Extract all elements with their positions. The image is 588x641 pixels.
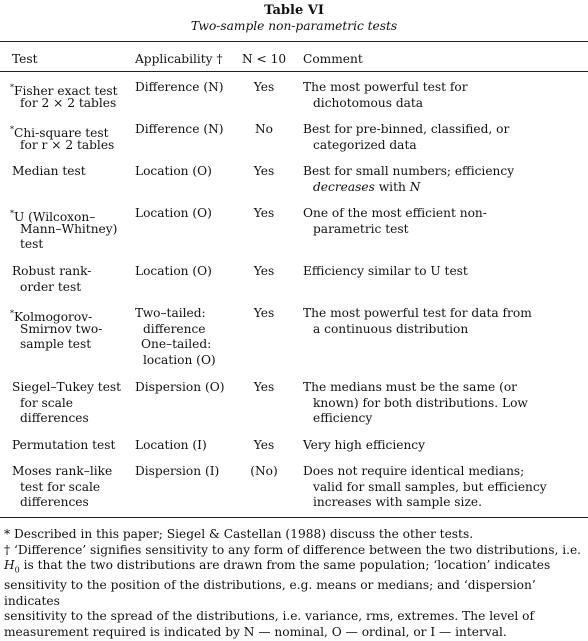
cell-test: Moses rank–like — [12, 464, 113, 478]
emph-text: decreases — [313, 179, 375, 194]
footnote-dagger-line-rest: is that the two distributions are drawn from the same population; ‘location’ indicates — [19, 558, 551, 573]
cell-comment: categorized data — [313, 137, 417, 152]
cell-comment: known) for both distributions. Low — [313, 395, 528, 410]
cell-test-text: Chi-square test — [14, 126, 109, 141]
var-text: N — [409, 179, 421, 194]
cell-n-small: Yes — [253, 164, 275, 178]
cell-test-text: Kolmogorov- — [14, 310, 93, 325]
cell-test: differences — [20, 495, 89, 510]
cell-n-small: Yes — [253, 264, 275, 278]
cell-n-small: Yes — [253, 438, 275, 452]
cell-applicability: difference — [143, 321, 206, 336]
star-mark: * — [10, 83, 14, 92]
cell-test: test — [20, 237, 44, 252]
cell-comment: increases with sample size. — [313, 495, 482, 510]
header-test: Test — [12, 52, 38, 66]
cell-comment: dichotomous data — [313, 95, 424, 110]
footnote-dagger-line: sensitivity to the position of the distributions, e.g. means or medians; and ‘dispersion’ indicates — [4, 578, 536, 608]
footnote-dagger-line: sensitivity to the spread of the distributions, i.e. variance, rms, extremes. The level of — [4, 609, 535, 624]
cell-test: for 2 × 2 tables — [20, 95, 117, 110]
cell-test: Robust rank- — [12, 264, 92, 278]
cell-n-small: Yes — [253, 306, 275, 320]
footnotes — [4, 527, 584, 641]
cell-test: order test — [20, 279, 82, 294]
cell-test: for scale — [20, 395, 74, 410]
header-applicability: Applicability † — [135, 52, 223, 66]
cell-comment: The most powerful test for data from — [303, 306, 532, 320]
cell-comment: a continuous distribution — [313, 321, 469, 336]
table-caption: Two-sample non-parametric tests — [190, 19, 398, 33]
cell-test: Mann–Whitney) — [20, 221, 118, 236]
cell-comment: Best for small numbers; efficiency — [303, 164, 515, 178]
cell-test: Smirnov two- — [20, 321, 103, 336]
star-mark: * — [10, 209, 14, 218]
cell-comment: valid for small samples, but efficiency — [313, 479, 547, 494]
footnote-dagger-line: † ‘Difference’ signifies sensitivity to any form of difference between the two distributions, i.e. — [4, 542, 582, 557]
cell-n-small: (No) — [250, 464, 278, 478]
plain-text: with — [374, 179, 410, 194]
star-mark: * — [10, 309, 14, 318]
cell-applicability: Dispersion (O) — [135, 380, 225, 394]
cell-n-small: Yes — [253, 380, 275, 394]
cell-test: Permutation test — [12, 438, 116, 452]
star-mark: * — [10, 125, 14, 134]
cell-comment: efficiency — [313, 411, 373, 426]
cell-n-small: No — [254, 122, 273, 136]
footnote-dagger-line: $H_0$ is that the two distributions are drawn from the same population; ‘location’ indicates — [4, 558, 551, 575]
cell-comment: Does not require identical medians; — [303, 464, 525, 478]
cell-applicability: Dispersion (I) — [135, 464, 220, 478]
header-rule — [0, 71, 588, 72]
bottom-rule — [0, 517, 588, 518]
footnote-star: * Described in this paper; Siegel & Castellan (1988) discuss the other tests. — [4, 527, 474, 541]
cell-comment: One of the most efficient non- — [303, 206, 487, 220]
cell-n-small: Yes — [253, 206, 275, 220]
top-rule — [0, 41, 588, 42]
cell-comment: The medians must be the same (or — [303, 380, 518, 394]
cell-applicability: One–tailed: — [141, 337, 212, 352]
cell-comment: Efficiency similar to U test — [303, 264, 468, 278]
footnote-dagger-line: measurement required is indicated by N — nominal, O — ordinal, or I — interval. — [4, 625, 507, 639]
table-title: Table VI — [264, 3, 324, 18]
cell-applicability: Location (O) — [135, 164, 212, 178]
cell-comment: Very high efficiency — [303, 438, 426, 452]
cell-comment: Best for pre-binned, classified, or — [303, 122, 510, 136]
cell-test: differences — [20, 411, 89, 426]
header-comment: Comment — [303, 52, 363, 66]
cell-test: sample test — [20, 337, 92, 352]
cell-applicability: location (O) — [143, 352, 216, 367]
cell-comment: parametric test — [313, 221, 409, 236]
cell-comment — [313, 180, 420, 196]
cell-test: Median test — [12, 164, 86, 178]
header-n-small: N < 10 — [242, 52, 287, 66]
cell-test: Siegel–Tukey test — [12, 380, 122, 394]
cell-applicability: Two–tailed: — [135, 306, 206, 320]
cell-applicability: Location (I) — [135, 438, 207, 452]
cell-applicability: Location (O) — [135, 264, 212, 278]
cell-applicability: Difference (N) — [135, 122, 224, 136]
cell-test-text: U (Wilcoxon– — [14, 210, 96, 225]
cell-n-small: Yes — [253, 80, 275, 94]
cell-applicability: Location (O) — [135, 206, 212, 220]
cell-test: for r × 2 tables — [20, 137, 115, 152]
cell-test-text: Fisher exact test — [14, 84, 118, 99]
cell-applicability: Difference (N) — [135, 80, 224, 94]
cell-test: test for scale — [20, 479, 101, 494]
cell-comment: The most powerful test for — [303, 80, 468, 94]
